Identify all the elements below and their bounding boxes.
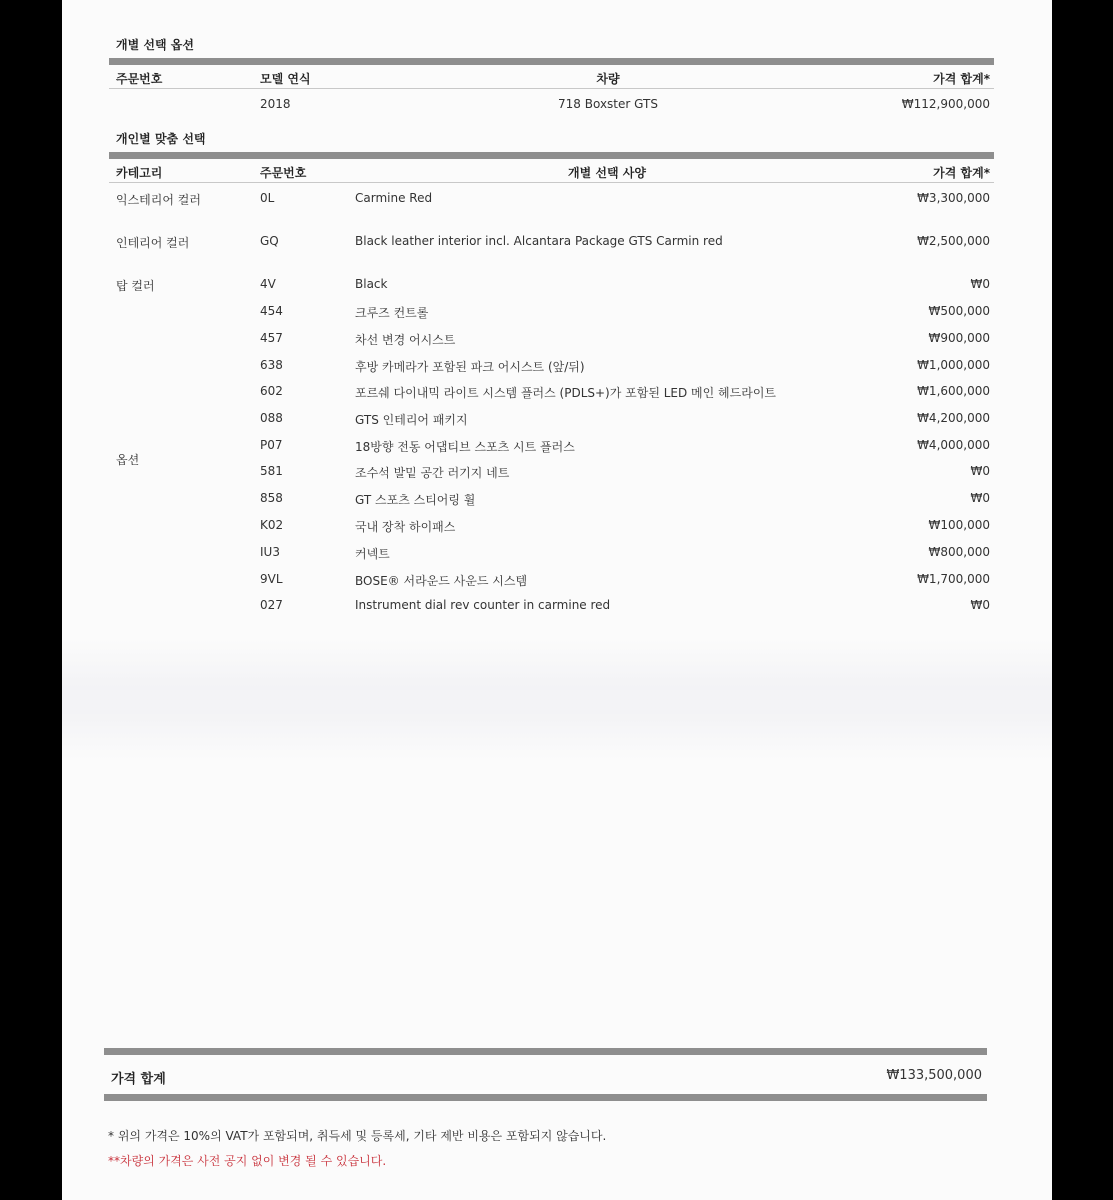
vat-note: * 위의 가격은 10%의 VAT가 포함되며, 취득세 및 등록세, 기타 제반 비용은 포함되지 않습니다. <box>108 1129 607 1143</box>
row-price: ₩0 <box>970 598 990 612</box>
row-order-code: 027 <box>260 598 283 612</box>
header-spec: 개별 선택 사양 <box>568 166 646 180</box>
row-order-code: 0L <box>260 191 275 205</box>
row-order-code: GQ <box>260 234 279 248</box>
row-order-code: K02 <box>260 518 284 532</box>
row-description: 후방 카메라가 포함된 파크 어시스트 (앞/뒤) <box>355 360 585 374</box>
model-year-value: 2018 <box>260 97 291 111</box>
scan-noise <box>62 640 1052 760</box>
row-order-code: 638 <box>260 358 283 372</box>
document-page <box>62 0 1052 1200</box>
section-title-individual-options: 개별 선택 옵션 <box>116 38 194 52</box>
row-description: 포르쉐 다이내믹 라이트 시스템 플러스 (PDLS+)가 포함된 LED 메인 헤드라이트 <box>355 386 777 400</box>
row-category: 익스테리어 컬러 <box>116 193 201 207</box>
row-description: 조수석 발밑 공간 러기지 네트 <box>355 466 510 480</box>
row-price: ₩1,600,000 <box>917 384 990 398</box>
row-price: ₩100,000 <box>928 518 990 532</box>
row-order-code: 088 <box>260 411 283 425</box>
row-order-code: 454 <box>260 304 283 318</box>
divider <box>109 88 994 89</box>
row-description: Black leather interior incl. Alcantara Package GTS Carmin red <box>355 234 723 248</box>
row-order-code: 457 <box>260 331 283 345</box>
row-description: GT 스포츠 스티어링 휠 <box>355 493 476 507</box>
row-description: 국내 장착 하이패스 <box>355 520 456 534</box>
row-price: ₩4,200,000 <box>917 411 990 425</box>
row-description: Black <box>355 277 388 291</box>
section-title-personal-custom: 개인별 맞춤 선택 <box>116 132 206 146</box>
row-price: ₩1,700,000 <box>917 572 990 586</box>
row-order-code: P07 <box>260 438 283 452</box>
row-category: 탑 컬러 <box>116 279 155 293</box>
row-order-code: 4V <box>260 277 276 291</box>
row-order-code: 858 <box>260 491 283 505</box>
row-price: ₩1,000,000 <box>917 358 990 372</box>
total-bar-bottom <box>104 1094 987 1101</box>
row-order-code: 602 <box>260 384 283 398</box>
row-description: 차선 변경 어시스트 <box>355 333 456 347</box>
row-price: ₩4,000,000 <box>917 438 990 452</box>
row-price: ₩900,000 <box>928 331 990 345</box>
header-order-number: 주문번호 <box>116 72 163 86</box>
header-price-total: 가격 합계* <box>933 72 990 86</box>
row-description: Carmine Red <box>355 191 433 205</box>
row-price: ₩2,500,000 <box>917 234 990 248</box>
row-description: 18방향 전동 어댑티브 스포츠 시트 플러스 <box>355 440 575 454</box>
row-description: 크루즈 컨트롤 <box>355 306 429 320</box>
header-model-year: 모델 연식 <box>260 72 311 86</box>
price-change-note: **차량의 가격은 사전 공지 없이 변경 될 수 있습니다. <box>108 1154 387 1168</box>
header-price-total: 가격 합계* <box>933 166 990 180</box>
row-order-code: 9VL <box>260 572 283 586</box>
row-price: ₩0 <box>970 277 990 291</box>
row-order-code: IU3 <box>260 545 280 559</box>
row-price: ₩3,300,000 <box>917 191 990 205</box>
header-order-number: 주문번호 <box>260 166 307 180</box>
row-order-code: 581 <box>260 464 283 478</box>
header-category: 카테고리 <box>116 166 163 180</box>
vehicle-name: 718 Boxster GTS <box>558 97 658 111</box>
options-category-label: 옵션 <box>116 453 140 467</box>
total-value: ₩133,500,000 <box>886 1068 982 1083</box>
row-price: ₩0 <box>970 491 990 505</box>
row-description: GTS 인테리어 패키지 <box>355 413 468 427</box>
row-price: ₩800,000 <box>928 545 990 559</box>
section-bar <box>109 152 994 159</box>
total-label: 가격 합계 <box>111 1072 166 1087</box>
row-category: 인테리어 컬러 <box>116 236 190 250</box>
row-price: ₩0 <box>970 464 990 478</box>
row-price: ₩500,000 <box>928 304 990 318</box>
header-vehicle: 차량 <box>596 72 620 86</box>
total-bar-top <box>104 1048 987 1055</box>
vehicle-price: ₩112,900,000 <box>901 97 990 111</box>
section-bar <box>109 58 994 65</box>
row-description: Instrument dial rev counter in carmine red <box>355 598 611 612</box>
row-description: 커넥트 <box>355 547 390 561</box>
row-description: BOSE® 서라운드 사운드 시스템 <box>355 574 528 588</box>
divider <box>109 182 994 183</box>
